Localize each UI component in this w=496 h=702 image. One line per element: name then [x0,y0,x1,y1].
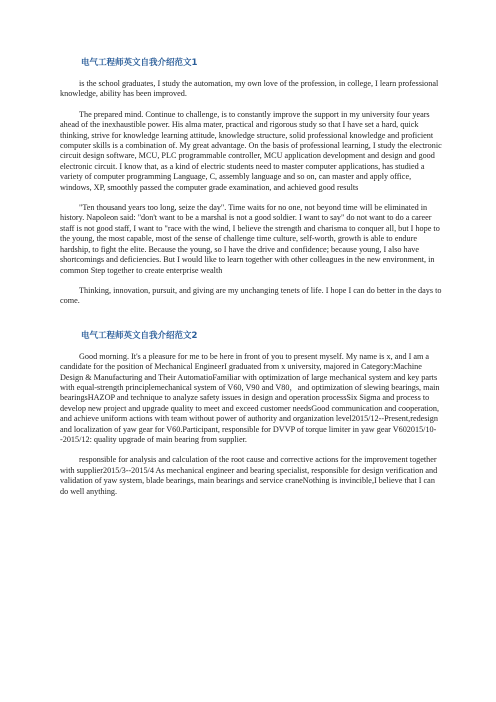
paragraph: The prepared mind. Continue to challenge, is to constantly improve the support in my university four years ahead of the inexhaustible power. His alma mater, practical and rigorous study so that I have set a hard, quick thinking, strive for knowledge learning attitude, knowledge structure, solid professional knowledge and proficient computer skills is a combination of. My great advantage. On the basis of professional learning, I study the electronic circuit design software, MCU, PLC programmable controller, MCU application development and design and good electronic circuit. I know that, as a kind of electric students need to master computer applications, has studied a variety of computer programming Language, C, assembly language and so on, can master and apply office, windows, XP, smoothly passed the computer grade examination, and achieved good results [60,109,442,192]
section-title: 电气工程师英文自我介绍范文1 [81,58,198,68]
paragraph: Thinking, innovation, pursuit, and giving are my unchanging tenets of life. I hope I can do better in the days to come. [60,285,442,306]
paragraph: is the school graduates, I study the automation, my own love of the profession, in college, I learn professional knowledge, ability has been improved. [60,79,439,99]
paragraph: Good morning. It's a pleasure for me to be here in front of you to present myself. My name is x, and I am a candidate for the position of Mechanical EngineerI graduated from x university, majored in Category:Machine Design & Manufacturing and Their AutomatioFamiliar with optimization of large mechanical system and key parts with equal-strength principlemechanical system of V60, V90 and V80，and optimization of slewing bearings, main bearingsHAZOP and technique to analyze safety issues in design and operation processSix Sigma and process to develop new project and upgrade quality to meet and exceed customer needsGood communication and cooperation, and achieve uniform actions with team without power of authority and organization level2015/12--Present,redesign and localization of yaw gear for V60.Participant, responsible for DVVP of torque limiter in yaw gear V602015/10--2015/12: quality upgrade of main bearing from supplier. [60,351,440,444]
section-title: 电气工程师英文自我介绍范文2 [81,330,198,341]
paragraph: "Ten thousand years too long, seize the day". Time waits for no one, not beyond time will be eliminated in history. Napoleon said: "don't want to be a marshal is not a good soldier. I want to say" do not want to do a career staff is not good staff, I want to "race with the wind, I believe the strength and charisma to conquer all, but I hope to the young, the most capable, most of the sense of challenge time culture, self-worth, growth is able to endure hardship, to fight the elite. Because the young, so I have the drive and confidence; because young, I also have shortcomings and deficiencies. But I would like to learn together with other colleagues in the new environment, in common Step together to create enterprise wealth [60,203,440,275]
section-2 [60,331,444,497]
section-1 [60,58,444,307]
paragraph: responsible for analysis and calculation of the root cause and corrective actions for the improvement together with supplier2015/3--2015/4 As mechanical engineer and bearing specialist, responsible for design verification and validation of yaw system, blade bearings, main bearings and service craneNothing is invincible,I believe that I can do well anything. [60,455,438,496]
